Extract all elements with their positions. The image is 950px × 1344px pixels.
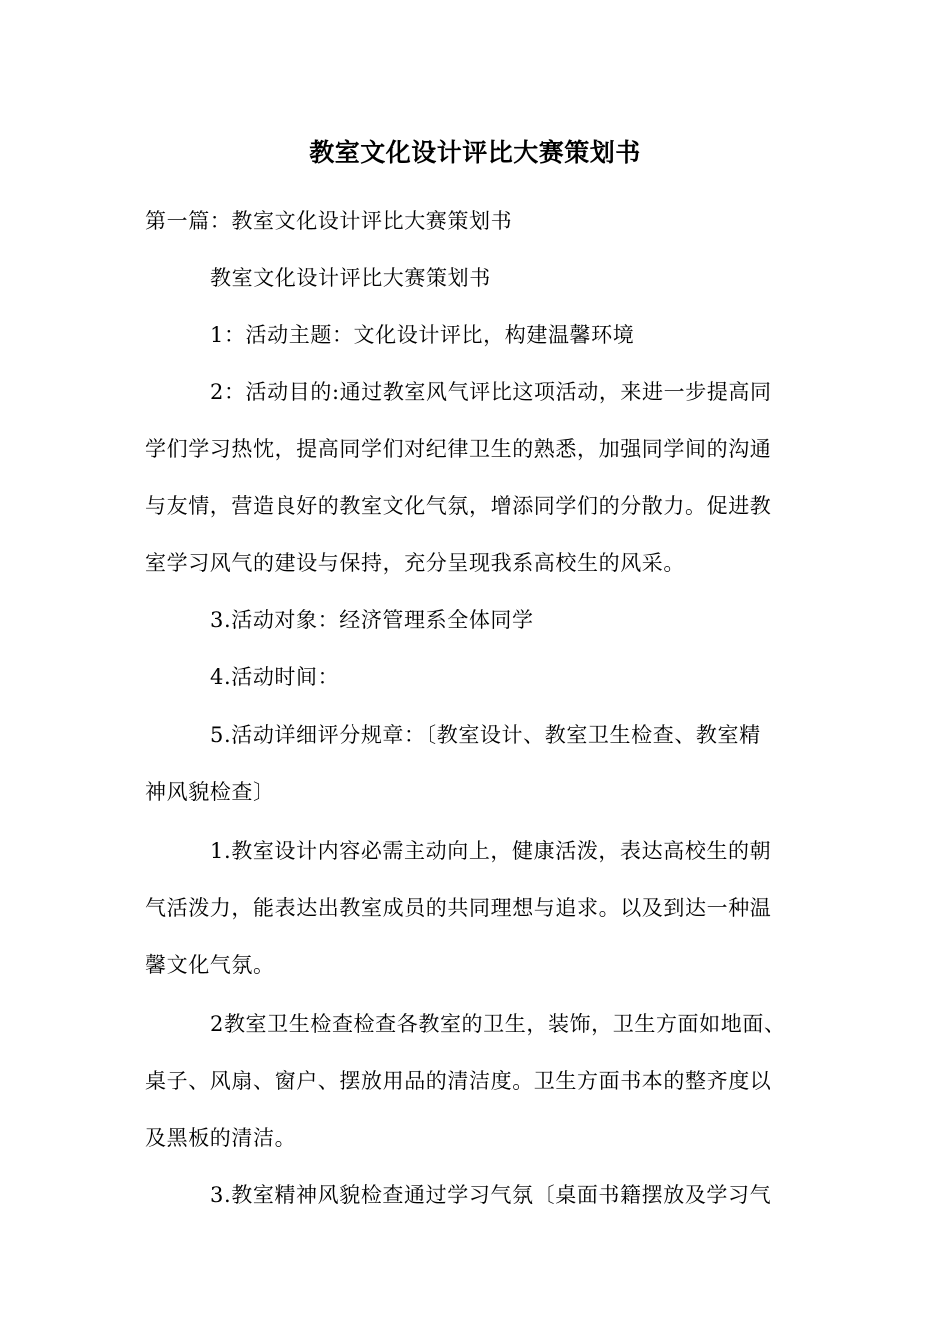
- paragraph-line: 2：活动目的:通过教室风气评比这项活动，来进一步提高同: [210, 380, 772, 404]
- section-heading: 第一篇：教室文化设计评比大赛策划书: [145, 209, 513, 233]
- paragraph-line: 4.活动时间：: [210, 665, 340, 689]
- paragraph-line: 5.活动详细评分规章：〔教室设计、教室卫生检查、教室精: [210, 723, 761, 747]
- paragraph-line: 桌子、风扇、窗户、摆放用品的清洁度。卫生方面书本的整齐度以: [145, 1069, 772, 1093]
- document-title: 教室文化设计评比大赛策划书: [309, 138, 641, 167]
- paragraph-line: 学们学习热忱，提高同学们对纪律卫生的熟悉，加强同学间的沟通: [145, 437, 772, 461]
- paragraph-line: 2教室卫生检查检查各教室的卫生，装饰，卫生方面如地面、: [210, 1012, 786, 1036]
- paragraph-line: 与友情，营造良好的教室文化气氛，增添同学们的分散力。促进教: [145, 494, 772, 518]
- paragraph-line: 馨文化气氛。: [145, 953, 275, 977]
- paragraph-line: 神风貌检查〕: [145, 780, 275, 804]
- paragraph-line: 气活泼力，能表达出教室成员的共同理想与追求。以及到达一种温: [145, 896, 772, 920]
- paragraph-line: 3.活动对象：经济管理系全体同学: [210, 608, 534, 632]
- paragraph-line: 1：活动主题：文化设计评比，构建温馨环境: [210, 323, 635, 347]
- paragraph-line: 1.教室设计内容必需主动向上，健康活泼，表达高校生的朝: [210, 839, 772, 863]
- paragraph-line: 3.教室精神风貌检查通过学习气氛〔桌面书籍摆放及学习气: [210, 1183, 772, 1207]
- paragraph-line: 室学习风气的建设与保持，充分呈现我系高校生的风采。: [145, 551, 685, 575]
- paragraph-line: 及黑板的清洁。: [145, 1126, 297, 1150]
- paragraph-line: 教室文化设计评比大赛策划书: [210, 266, 491, 290]
